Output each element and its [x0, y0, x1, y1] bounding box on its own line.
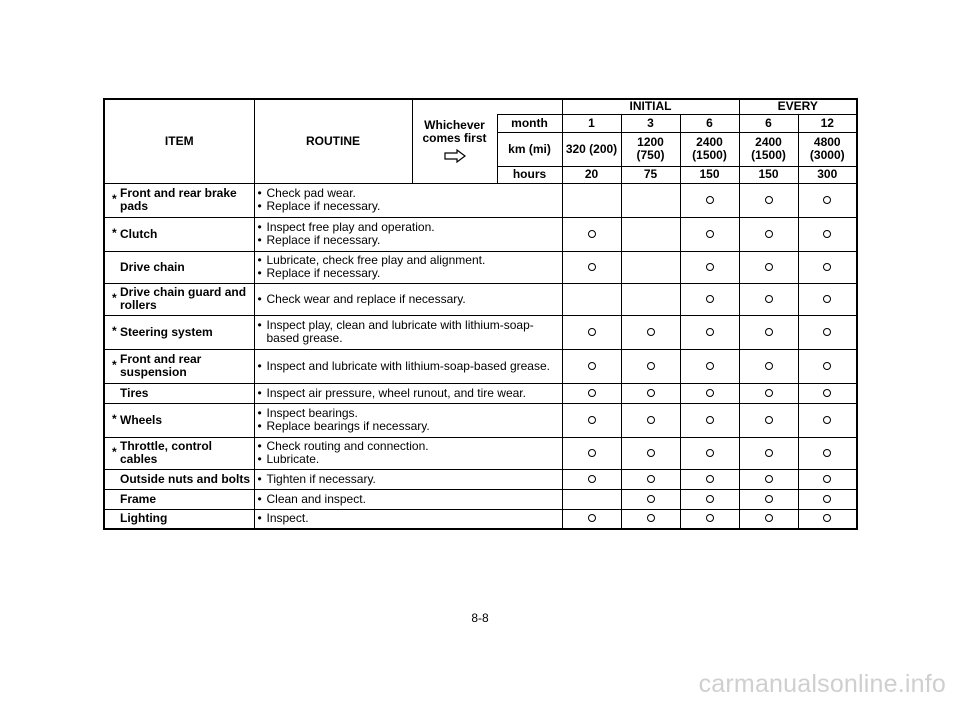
- item-cell: [104, 437, 254, 469]
- interval-cell: [798, 283, 857, 315]
- circle-icon: [706, 416, 714, 424]
- interval-cell: [680, 489, 739, 509]
- circle-icon: [823, 295, 831, 303]
- interval-cell: [621, 251, 680, 283]
- table-row: [104, 283, 857, 315]
- interval-cell: [562, 315, 621, 349]
- interval-cell: [562, 217, 621, 251]
- interval-cell: [739, 489, 798, 509]
- circle-icon: [588, 514, 596, 522]
- interval-cell: [680, 509, 739, 529]
- circle-icon: [765, 416, 773, 424]
- table-row: [104, 437, 857, 469]
- routine-cell: [254, 349, 562, 383]
- circle-icon: [647, 416, 655, 424]
- interval-cell: [798, 217, 857, 251]
- bullet-icon: •: [257, 419, 262, 433]
- circle-icon: [647, 389, 655, 397]
- item-cell: [104, 315, 254, 349]
- interval-cell: [739, 403, 798, 437]
- routine-cell: [254, 315, 562, 349]
- bullet-icon: •: [257, 406, 262, 420]
- circle-icon: [588, 230, 596, 238]
- km-value-4: 4800 (3000): [798, 132, 857, 166]
- item-cell: [104, 183, 254, 217]
- interval-cell: [562, 251, 621, 283]
- routine-line: [258, 420, 559, 433]
- item-label: Drive chain: [120, 259, 185, 274]
- circle-icon: [765, 362, 773, 370]
- interval-cell: [680, 383, 739, 403]
- circle-icon: [588, 362, 596, 370]
- circle-icon: [706, 475, 714, 483]
- routine-cell: [254, 251, 562, 283]
- item-label: Wheels: [120, 412, 163, 427]
- interval-cell: [739, 437, 798, 469]
- item-label: Frame: [120, 491, 157, 506]
- circle-icon: [765, 475, 773, 483]
- interval-cell: [621, 489, 680, 509]
- unit-km: km (mi): [497, 132, 562, 166]
- whichever-header: [412, 99, 497, 183]
- interval-cell: [798, 183, 857, 217]
- interval-cell: [798, 383, 857, 403]
- bullet-icon: •: [257, 439, 262, 453]
- interval-cell: [798, 349, 857, 383]
- item-cell: [104, 349, 254, 383]
- interval-cell: [739, 383, 798, 403]
- item-header: ITEM: [104, 99, 254, 183]
- item-label: Front and rear brake pads: [120, 186, 237, 213]
- interval-cell: [798, 437, 857, 469]
- routine-text: Inspect and lubricate with lithium-soap-based grease.: [266, 358, 550, 373]
- circle-icon: [706, 362, 714, 370]
- circle-icon: [588, 389, 596, 397]
- interval-cell: [621, 509, 680, 529]
- routine-text: Inspect free play and operation.: [266, 220, 435, 234]
- item-label: Steering system: [120, 324, 213, 339]
- circle-icon: [765, 295, 773, 303]
- unit-hours: hours: [497, 166, 562, 183]
- km-value-2: 2400 (1500): [680, 132, 739, 166]
- routine-text: Tighten if necessary.: [266, 471, 376, 486]
- circle-icon: [706, 495, 714, 503]
- asterisk-mark: *: [112, 412, 117, 426]
- interval-cell: [680, 437, 739, 469]
- table-row: [104, 349, 857, 383]
- circle-icon: [823, 263, 831, 271]
- interval-cell: [798, 489, 857, 509]
- circle-icon: [706, 295, 714, 303]
- routine-cell: [254, 509, 562, 529]
- km-value-1: 1200 (750): [621, 132, 680, 166]
- hours-value-3: 150: [739, 166, 798, 183]
- bullet-icon: •: [257, 511, 262, 526]
- hours-value-1: 75: [621, 166, 680, 183]
- interval-cell: [680, 349, 739, 383]
- km-value-0: 320 (200): [562, 132, 621, 166]
- routine-line: [258, 493, 559, 506]
- every-header: EVERY: [739, 99, 857, 114]
- bullet-icon: •: [257, 471, 262, 486]
- interval-cell: [739, 283, 798, 315]
- circle-icon: [588, 416, 596, 424]
- item-cell: [104, 403, 254, 437]
- circle-icon: [765, 514, 773, 522]
- item-label: Tires: [120, 385, 149, 400]
- circle-icon: [647, 328, 655, 336]
- bullet-icon: •: [257, 266, 262, 280]
- circle-icon: [823, 475, 831, 483]
- interval-cell: [739, 349, 798, 383]
- asterisk-mark: *: [112, 324, 117, 338]
- routine-line: [258, 319, 559, 345]
- item-cell: [104, 283, 254, 315]
- whichever-label: Whichever comes first: [422, 118, 487, 146]
- circle-icon: [588, 449, 596, 457]
- routine-header: ROUTINE: [254, 99, 412, 183]
- interval-cell: [680, 403, 739, 437]
- hours-value-2: 150: [680, 166, 739, 183]
- circle-icon: [647, 449, 655, 457]
- interval-cell: [798, 315, 857, 349]
- circle-icon: [765, 263, 773, 271]
- routine-text: Inspect bearings.: [266, 406, 358, 420]
- circle-icon: [765, 328, 773, 336]
- item-label: Throttle, control cables: [120, 439, 212, 466]
- interval-cell: [680, 315, 739, 349]
- circle-icon: [823, 362, 831, 370]
- routine-cell: [254, 383, 562, 403]
- routine-cell: [254, 489, 562, 509]
- routine-cell: [254, 469, 562, 489]
- interval-cell: [739, 183, 798, 217]
- month-value-2: 6: [680, 114, 739, 132]
- routine-text: Inspect air pressure, wheel runout, and tire wear.: [266, 385, 526, 400]
- interval-cell: [798, 251, 857, 283]
- table-row: [104, 469, 857, 489]
- circle-icon: [823, 416, 831, 424]
- maintenance-table: [103, 98, 858, 530]
- circle-icon: [647, 362, 655, 370]
- interval-cell: [798, 469, 857, 489]
- table-row: [104, 183, 857, 217]
- hours-value-0: 20: [562, 166, 621, 183]
- routine-text: Check pad wear.: [266, 186, 356, 200]
- circle-icon: [823, 514, 831, 522]
- routine-cell: [254, 437, 562, 469]
- routine-text: Check wear and replace if necessary.: [266, 291, 466, 306]
- interval-cell: [621, 403, 680, 437]
- interval-cell: [798, 509, 857, 529]
- table-row: [104, 251, 857, 283]
- interval-cell: [680, 251, 739, 283]
- interval-cell: [562, 403, 621, 437]
- routine-text: Replace bearings if necessary.: [266, 419, 430, 433]
- routine-text: Check routing and connection.: [266, 439, 429, 453]
- item-cell: [104, 509, 254, 529]
- circle-icon: [823, 196, 831, 204]
- interval-cell: [739, 509, 798, 529]
- bullet-icon: •: [257, 318, 262, 332]
- circle-icon: [765, 196, 773, 204]
- bullet-icon: •: [257, 452, 262, 466]
- routine-line: [258, 360, 559, 373]
- item-cell: [104, 383, 254, 403]
- routine-text: Lubricate.: [266, 452, 320, 466]
- interval-cell: [621, 349, 680, 383]
- circle-icon: [823, 389, 831, 397]
- circle-icon: [706, 263, 714, 271]
- routine-text: Clean and inspect.: [266, 491, 366, 506]
- bullet-icon: •: [257, 385, 262, 400]
- unit-month: month: [497, 114, 562, 132]
- circle-icon: [823, 449, 831, 457]
- bullet-icon: •: [257, 199, 262, 213]
- interval-cell: [680, 469, 739, 489]
- table-row: [104, 403, 857, 437]
- interval-cell: [562, 383, 621, 403]
- month-value-1: 3: [621, 114, 680, 132]
- circle-icon: [588, 475, 596, 483]
- interval-cell: [621, 217, 680, 251]
- interval-cell: [562, 437, 621, 469]
- interval-cell: [562, 283, 621, 315]
- interval-cell: [739, 251, 798, 283]
- circle-icon: [765, 449, 773, 457]
- routine-line: [258, 267, 559, 280]
- interval-cell: [621, 315, 680, 349]
- circle-icon: [706, 328, 714, 336]
- month-value-3: 6: [739, 114, 798, 132]
- circle-icon: [706, 449, 714, 457]
- circle-icon: [765, 495, 773, 503]
- month-value-4: 12: [798, 114, 857, 132]
- circle-icon: [647, 514, 655, 522]
- interval-cell: [562, 509, 621, 529]
- routine-text: Inspect.: [266, 511, 309, 526]
- bullet-icon: •: [257, 491, 262, 506]
- table-row: [104, 315, 857, 349]
- interval-cell: [680, 217, 739, 251]
- circle-icon: [823, 495, 831, 503]
- circle-icon: [706, 514, 714, 522]
- bullet-icon: •: [257, 186, 262, 200]
- item-cell: [104, 469, 254, 489]
- item-label: Outside nuts and bolts: [120, 471, 251, 486]
- interval-cell: [680, 183, 739, 217]
- item-cell: [104, 251, 254, 283]
- hours-value-4: 300: [798, 166, 857, 183]
- interval-cell: [739, 217, 798, 251]
- interval-cell: [621, 183, 680, 217]
- interval-cell: [562, 489, 621, 509]
- circle-icon: [706, 230, 714, 238]
- watermark: carmanualsonline.info: [698, 670, 946, 698]
- month-value-0: 1: [562, 114, 621, 132]
- item-cell: [104, 217, 254, 251]
- routine-text: Replace if necessary.: [266, 199, 381, 213]
- routine-line: [258, 293, 559, 306]
- routine-cell: [254, 183, 562, 217]
- asterisk-mark: *: [112, 226, 117, 240]
- interval-cell: [798, 403, 857, 437]
- routine-line: [258, 453, 559, 466]
- circle-icon: [765, 389, 773, 397]
- asterisk-mark: *: [112, 445, 117, 459]
- circle-icon: [647, 475, 655, 483]
- page-number: 8-8: [471, 611, 489, 625]
- routine-line: [258, 234, 559, 247]
- item-label: Lighting: [120, 511, 168, 526]
- asterisk-mark: *: [112, 192, 117, 206]
- bullet-icon: •: [257, 291, 262, 306]
- interval-cell: [621, 383, 680, 403]
- km-value-3: 2400 (1500): [739, 132, 798, 166]
- routine-cell: [254, 217, 562, 251]
- circle-icon: [647, 495, 655, 503]
- item-cell: [104, 489, 254, 509]
- circle-icon: [823, 328, 831, 336]
- asterisk-mark: *: [112, 291, 117, 305]
- interval-cell: [680, 283, 739, 315]
- routine-text: Replace if necessary.: [266, 266, 381, 280]
- initial-header: INITIAL: [562, 99, 739, 114]
- circle-icon: [706, 196, 714, 204]
- asterisk-mark: *: [112, 358, 117, 372]
- routine-cell: [254, 403, 562, 437]
- arrow-right-icon: [416, 149, 494, 163]
- interval-cell: [621, 437, 680, 469]
- circle-icon: [823, 230, 831, 238]
- routine-line: [258, 200, 559, 213]
- table-row: [104, 217, 857, 251]
- circle-icon: [588, 263, 596, 271]
- item-label: Clutch: [120, 226, 158, 241]
- routine-text: Lubricate, check free play and alignment.: [266, 253, 486, 267]
- routine-line: [258, 473, 559, 486]
- interval-cell: [621, 283, 680, 315]
- interval-cell: [562, 349, 621, 383]
- routine-text: Replace if necessary.: [266, 233, 381, 247]
- item-label: Drive chain guard and rollers: [120, 285, 247, 312]
- circle-icon: [706, 389, 714, 397]
- circle-icon: [588, 328, 596, 336]
- interval-cell: [739, 469, 798, 489]
- bullet-icon: •: [257, 233, 262, 247]
- bullet-icon: •: [257, 220, 262, 234]
- routine-line: [258, 512, 559, 525]
- bullet-icon: •: [257, 358, 262, 373]
- interval-cell: [562, 469, 621, 489]
- table-row: [104, 489, 857, 509]
- routine-cell: [254, 283, 562, 315]
- interval-cell: [562, 183, 621, 217]
- interval-cell: [739, 315, 798, 349]
- interval-cell: [621, 469, 680, 489]
- table-row: [104, 383, 857, 403]
- item-label: Front and rear suspension: [120, 352, 202, 379]
- table-row: [104, 509, 857, 529]
- bullet-icon: •: [257, 253, 262, 267]
- routine-text: Inspect play, clean and lubricate with lithium-soap-based grease.: [266, 318, 534, 345]
- circle-icon: [765, 230, 773, 238]
- routine-line: [258, 387, 559, 400]
